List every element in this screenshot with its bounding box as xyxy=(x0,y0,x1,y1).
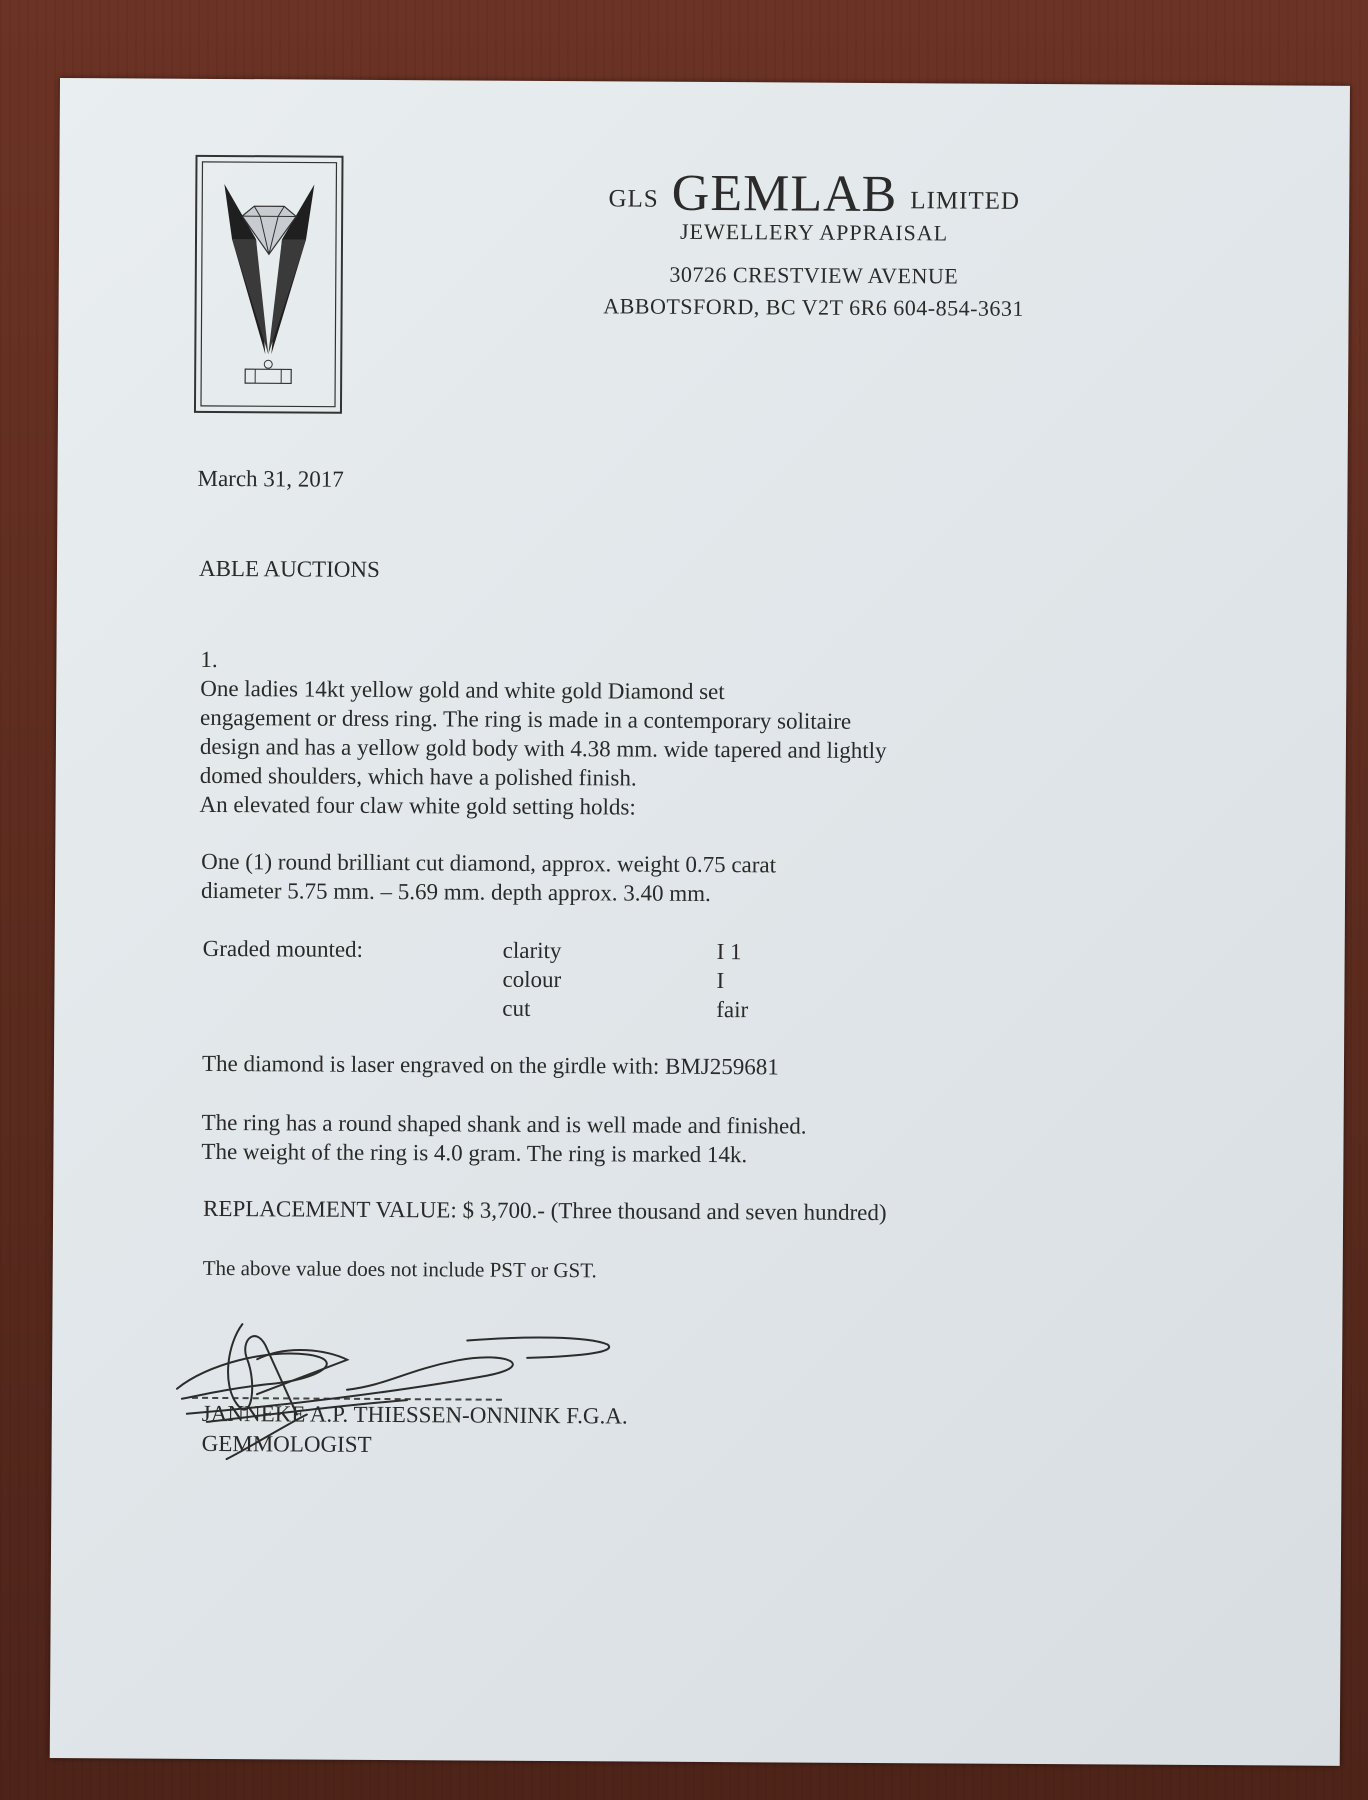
grading-label: Graded mounted: xyxy=(202,935,364,962)
address-line-2: ABBOTSFORD, BC V2T 6R6 604-854-3631 xyxy=(603,293,1025,321)
company-brand: GEMLAB xyxy=(671,164,898,224)
replacement-value: REPLACEMENT VALUE: $ 3,700.- (Three thousand and seven hundred) xyxy=(203,1195,887,1226)
company-prefix: GLS xyxy=(608,185,659,213)
description-line: domed shoulders, which have a polished finish. xyxy=(199,762,637,791)
signatory-name: JANNEKE A.P. THIESSEN-ONNINK F.G.A. xyxy=(201,1400,628,1429)
description-line: An elevated four claw white gold setting holds: xyxy=(199,791,636,820)
shank-line: The weight of the ring is 4.0 gram. The ring is marked 14k. xyxy=(201,1138,748,1168)
recipient: ABLE AUCTIONS xyxy=(198,555,380,582)
grading-value: fair xyxy=(716,997,749,1023)
description-line: One ladies 14kt yellow gold and white gold Diamond set xyxy=(200,675,725,705)
diamond-v-logo xyxy=(193,154,345,415)
letterhead xyxy=(559,163,1070,325)
appraisal-letter xyxy=(50,78,1350,1766)
address-line-1: 30726 CRESTVIEW AVENUE xyxy=(669,261,959,289)
signatory-title: GEMMOLOGIST xyxy=(201,1430,372,1457)
company-name xyxy=(559,163,1069,225)
tax-note: The above value does not include PST or GST. xyxy=(202,1255,597,1283)
description-line: design and has a yellow gold body with 4.38 mm. wide tapered and lightly xyxy=(199,733,887,764)
letter-date: March 31, 2017 xyxy=(197,465,344,492)
item-number: 1. xyxy=(200,646,218,672)
company-subtitle: JEWELLERY APPRAISAL xyxy=(679,218,949,246)
description-line: engagement or dress ring. The ring is made in a contemporary solitaire xyxy=(200,704,852,734)
stone-line: One (1) round brilliant cut diamond, approx. weight 0.75 carat xyxy=(201,848,777,878)
grading-attribute: clarity xyxy=(502,937,562,964)
grading-value: I xyxy=(716,968,725,994)
engraving-note: The diamond is laser engraved on the girdle with: BMJ259681 xyxy=(201,1050,779,1080)
grading-value: I 1 xyxy=(716,939,742,965)
logo-graphic xyxy=(193,154,345,415)
stone-line: diameter 5.75 mm. – 5.69 mm. depth approx. 3.40 mm. xyxy=(200,877,711,906)
grading-attribute: colour xyxy=(502,966,562,993)
shank-line: The ring has a round shaped shank and is well made and finished. xyxy=(201,1109,807,1139)
company-suffix: LIMITED xyxy=(910,187,1021,215)
grading-attribute: cut xyxy=(502,995,531,1021)
signature xyxy=(146,1304,667,1477)
